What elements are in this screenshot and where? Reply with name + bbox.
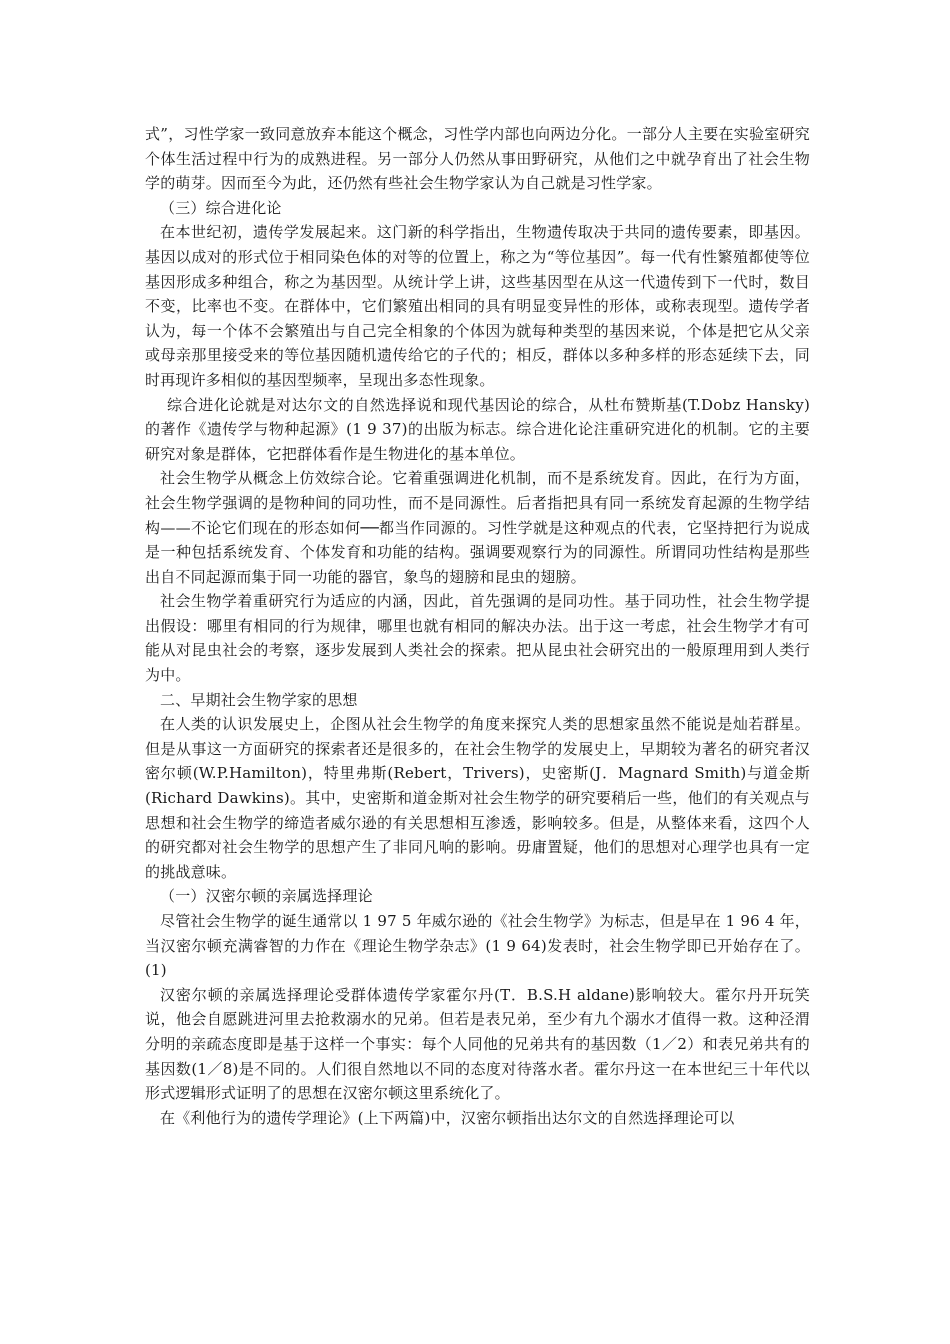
paragraph-adaptation: 社会生物学着重研究行为适应的内涵，因此，首先强调的是同功性。基于同功性，社会生物学提出假设：哪里有相同的行为规律，哪里也就有相同的解决办法。出于这一考虑，社会生物学才有可能从对昆虫社会的考察，逐步发展到人类社会的探索。把从昆虫社会研究出的一般原理用到人类行为中。 — [145, 592, 810, 685]
paragraph-analogy-homology: 社会生物学从概念上仿效综合论。它着重强调进化机制，而不是系统发育。因此，在行为方面，社会生物学强调的是物种间的同功性，而不是同源性。后者指把具有同一系统发育起源的生物学结构——不论它们现在的形态如何──都当作同源的。习性学就是这种观点的代表，它坚持把行为说成是一种包括系统发育、个体发育和功能的结构。强调要观察行为的同源性。所谓同功性结构是那些出自不同起源而集于同一功能的器官，象鸟的翅膀和昆虫的翅膀。 — [145, 469, 810, 586]
paragraph-haldane: 汉密尔顿的亲属选择理论受群体遗传学家霍尔丹(T．B.S.H aldane)影响较大。霍尔丹开玩笑说，他会自愿跳进河里去抢救溺水的兄弟。但若是表兄弟，至少有九个溺水才值得一救。这种泾渭分明的亲疏态度即是基于这样一个事实：每个人同他的兄弟共有的基因数（1／2）和表兄弟共有的基因数(1／8)是不同的。人们很自然地以不同的态度对待落水者。霍尔丹这一在本世纪三十年代以形式逻辑形式证明了的思想在汉密尔顿这里系统化了。 — [145, 985, 810, 1103]
paragraph-instinct-split: 式”，习性学家一致同意放弃本能这个概念，习性学内部也向两边分化。一部分人主要在实验室研究个体生活过程中行为的成熟进程。另一部分人仍然从事田野研究，从他们之中就孕育出了社会生物学的萌芽。因而至今为此，还仍然有些社会生物学家认为自己就是习性学家。 — [145, 125, 810, 193]
paragraph-synthesis-definition: 综合进化论就是对达尔文的自然选择说和现代基因论的综合，从杜布赞斯基(T.Dobz Hansky)的著作《遗传学与物种起源》(1 9 37)的出版为标志。综合进化论注重研究进化的机制。它的主要研究对象是群体，它把群体看作是生物进化的基本单位。 — [145, 395, 810, 463]
paragraph-early-researchers: 在人类的认识发展史上，企图从社会生物学的角度来探究人类的思想家虽然不能说是灿若群星。但是从事这一方面研究的探索者还是很多的，在社会生物学的发展史上，早期较为著名的研究者汉密尔顿(W.P.Hamilton)，特里弗斯(Rebert，Trivers)，史密斯(J．Magnard Smith)与道金斯(Richard Dawkins)。其中，史密斯和道金斯对社会生物学的研究要稍后一些，他们的有关观点与思想和社会生物学的缔造者威尔逊的有关思想相互渗透，影响较多。但是，从整体来看，这四个人的研究都对社会生物学的思想产生了非同凡响的影响。毋庸置疑，他们的思想对心理学也具有一定的挑战意味。 — [145, 715, 810, 881]
paragraph-hamilton-1964: 尽管社会生物学的诞生通常以 1 97 5 年威尔逊的《社会生物学》为标志，但是早在 1 96 4 年，当汉密尔顿充满睿智的力作在《理论生物学杂志》(1 9 64)发表时，社会生物学即已开始存在了。(1) — [145, 912, 810, 980]
paragraph-altruism-theory: 在《利他行为的遗传学理论》(上下两篇)中，汉密尔顿指出达尔文的自然选择理论可以 — [160, 1108, 735, 1127]
section-heading-hamilton-kin-selection: （一）汉密尔顿的亲属选择理论 — [160, 887, 373, 906]
document-page — [145, 122, 810, 1130]
section-heading-modern-synthesis: （三）综合进化论 — [160, 198, 282, 217]
paragraph-genetics: 在本世纪初，遗传学发展起来。这门新的科学指出，生物遗传取决于共同的遗传要素，即基因。基因以成对的形式位于相同染色体的对等的位置上，称之为“等位基因”。每一代有性繁殖都使等位基因形成多种组合，称之为基因型。从统计学上讲，这些基因型在从这一代遗传到下一代时，数目不变，比率也不变。在群体中，它们繁殖出相同的具有明显变异性的形体，或称表现型。遗传学者认为，每一个体不会繁殖出与自己完全相象的个体因为就每种类型的基因来说，个体是把它从父亲或母亲那里接受来的等位基因随机遗传给它的子代的；相反，群体以多种多样的形态延续下去，同时再现许多相似的基因型频率，呈现出多态性现象。 — [145, 223, 810, 389]
section-heading-early-sociobiologists: 二、早期社会生物学家的思想 — [160, 690, 358, 709]
